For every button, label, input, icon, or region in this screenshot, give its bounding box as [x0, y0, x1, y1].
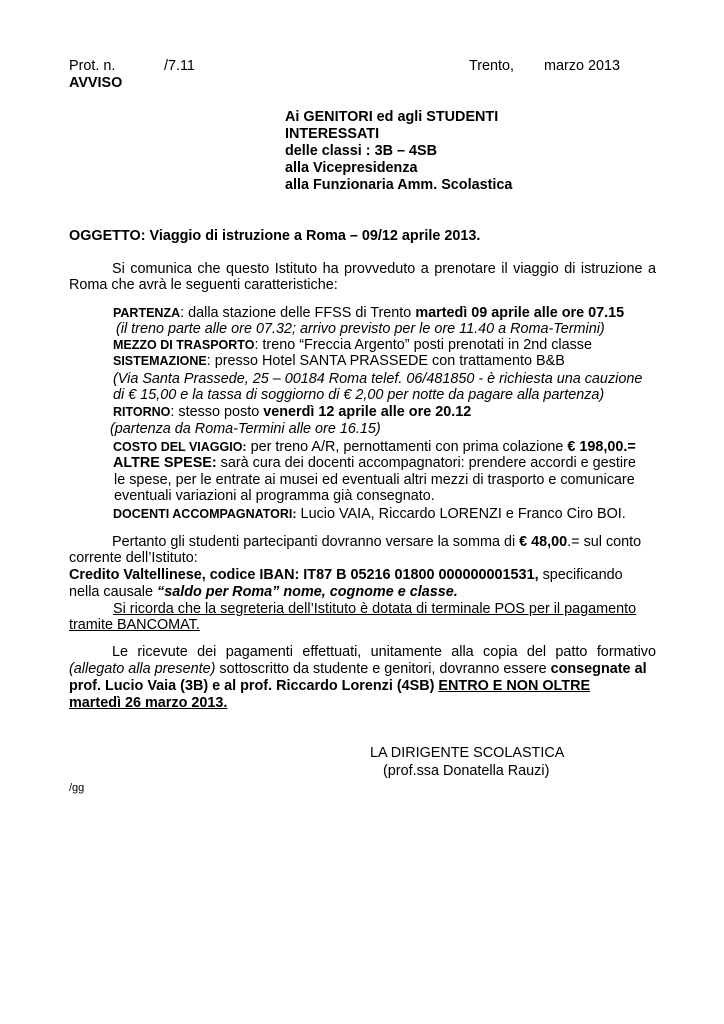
iban-rest: specificando: [538, 567, 623, 583]
subject-line: OGGETTO: Viaggio di istruzione a Roma – 09/12 aprile 2013.: [69, 228, 481, 244]
receipts-line-2: [69, 661, 647, 678]
intro-line-2: Roma che avrà le seguenti caratteristiche:: [69, 277, 338, 293]
ritorno-line: [113, 404, 471, 421]
payment-causale-line: [69, 584, 458, 601]
recipient-line: INTERESSATI: [285, 126, 380, 142]
ritorno-text: : stesso posto: [170, 404, 264, 420]
protocol-label: Prot. n.: [69, 58, 116, 74]
payment-amount: € 48,00: [519, 534, 568, 550]
costo-text: per treno A/R, pernottamenti con prima colazione: [246, 439, 568, 455]
costo-amount: € 198,00.=: [567, 439, 636, 455]
receipts-deadline-label: ENTRO E NON OLTRE: [438, 678, 591, 694]
pos-line-2: tramite BANCOMAT.: [69, 617, 200, 633]
ritorno-note: (partenza da Roma-Termini alle ore 16.15): [110, 421, 381, 437]
partenza-note: (il treno parte alle ore 07.32; arrivo previsto per le ore 11.40 a Roma-Termini): [116, 321, 605, 337]
partenza-datetime: martedì 09 aprile alle ore 07.15: [415, 305, 625, 321]
altre-spese-line-1: [113, 455, 636, 472]
protocol-number: /7.11: [164, 58, 195, 74]
recipient-line: Ai GENITORI ed agli STUDENTI: [285, 109, 499, 125]
pos-line-1: Si ricorda che la segreteria dell’Istituto è dotata di terminale POS per il pagamento: [113, 601, 637, 617]
sistemazione-line: [113, 353, 565, 370]
payment-line-1: [112, 534, 641, 551]
sistemazione-note-2: di € 15,00 e la tassa di soggiorno di € 2,00 per notte da pagare alla partenza): [113, 387, 605, 403]
footer-initials: /gg: [69, 782, 85, 794]
receipts-teachers: prof. Lucio Vaia (3B) e al prof. Riccardo Lorenzi (4SB): [69, 678, 439, 694]
altre-spese-text: sarà cura dei docenti accompagnatori: prendere accordi e gestire: [216, 455, 636, 471]
signature-name: (prof.ssa Donatella Rauzi): [383, 763, 550, 779]
receipts-text: sottoscritto da studente e genitori, dovranno essere: [215, 661, 551, 677]
recipient-line: alla Funzionaria Amm. Scolastica: [285, 177, 513, 193]
costo-line: [113, 439, 636, 456]
partenza-line: [113, 305, 624, 322]
ritorno-datetime: venerdì 12 aprile alle ore 20.12: [263, 404, 472, 420]
intro-line-1: Si comunica che questo Istituto ha provveduto a prenotare il viaggio di istruzione a: [112, 261, 656, 277]
sistemazione-note-1: (Via Santa Prassede, 25 – 00184 Roma telef. 06/481850 - è richiesta una cauzione: [113, 371, 643, 387]
ritorno-label: RITORNO: [113, 405, 171, 419]
recipient-line: alla Vicepresidenza: [285, 160, 418, 176]
payment-line-2: corrente dell’Istituto:: [69, 550, 198, 566]
mezzo-line: [113, 337, 592, 354]
costo-label: COSTO DEL VIAGGIO:: [113, 440, 247, 454]
docenti-line: [113, 506, 626, 523]
notice-title: AVVISO: [69, 75, 123, 91]
payment-text: Pertanto gli studenti partecipanti dovranno versare la somma di: [112, 534, 520, 550]
payment-text-end: .= sul conto: [567, 534, 642, 550]
altre-spese-label: ALTRE SPESE:: [113, 455, 217, 471]
receipts-deadline-date: martedì 26 marzo 2013.: [69, 695, 228, 711]
receipts-attached: (allegato alla presente): [69, 661, 216, 677]
recipient-line: delle classi : 3B – 4SB: [285, 143, 437, 159]
place: Trento,: [469, 58, 515, 74]
docenti-text: Lucio VAIA, Riccardo LORENZI e Franco Ciro BOI.: [296, 506, 626, 522]
altre-spese-line-2: le spese, per le entrate ai musei ed eventuali altri mezzi di trasporto e comunicare: [114, 472, 635, 488]
mezzo-text: : treno “Freccia Argento” posti prenotati in 2nd classe: [254, 337, 592, 353]
receipts-line-3: [69, 678, 590, 695]
partenza-label: PARTENZA: [113, 306, 181, 320]
signature-title: LA DIRIGENTE SCOLASTICA: [370, 745, 565, 761]
partenza-text: : dalla stazione delle FFSS di Trento: [180, 305, 416, 321]
iban: Credito Valtellinese, codice IBAN: IT87 B 05216 01800 000000001531,: [69, 567, 539, 583]
causale-text: “saldo per Roma” nome, cognome e classe.: [157, 584, 458, 600]
payment-iban-line: [69, 567, 623, 584]
receipts-line-1: Le ricevute dei pagamenti effettuati, unitamente alla copia del patto formativo: [112, 644, 656, 660]
receipts-consegnate: consegnate al: [550, 661, 647, 677]
sistemazione-text: : presso Hotel SANTA PRASSEDE con trattamento B&B: [206, 353, 565, 369]
causale-label: nella causale: [69, 584, 158, 600]
docenti-label: DOCENTI ACCOMPAGNATORI:: [113, 507, 297, 521]
sistemazione-label: SISTEMAZIONE: [113, 354, 207, 368]
date: marzo 2013: [544, 58, 620, 74]
altre-spese-line-3: eventuali variazioni al programma già consegnato.: [114, 488, 435, 504]
mezzo-label: MEZZO DI TRASPORTO: [113, 338, 255, 352]
